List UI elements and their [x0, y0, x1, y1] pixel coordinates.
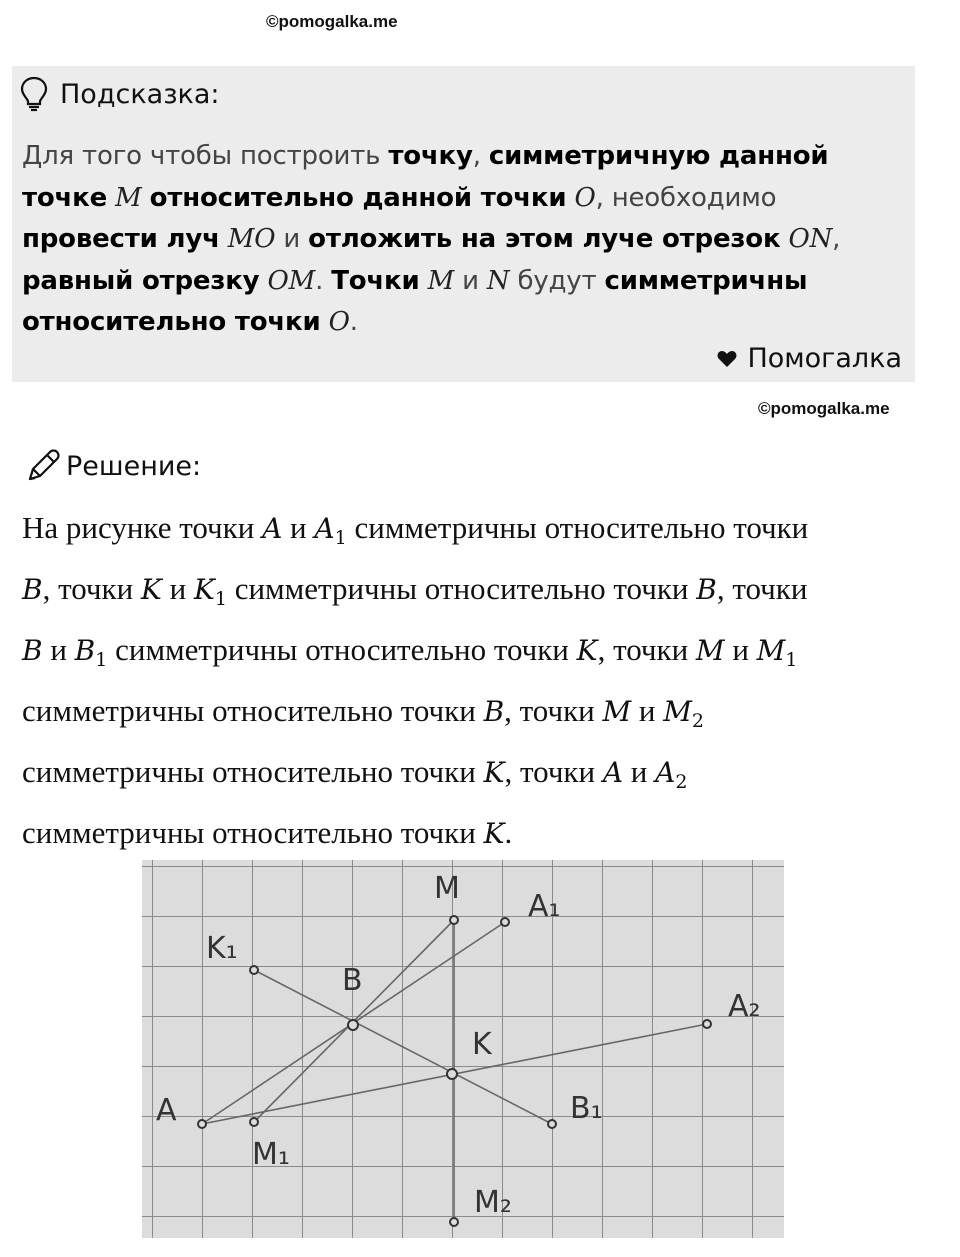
point-A	[198, 1120, 206, 1128]
point-A2	[703, 1020, 711, 1028]
label-A: A	[156, 1093, 177, 1128]
label-A2: A₂	[728, 989, 761, 1024]
hint-text: Для того чтобы построить точку, симметричную данной точке M относительно данной точки O, необходимо провести луч MO и отложить на этом луче отрезок ON, равный отрезку OM. Точки M и N будут симметричны относительно точки O.	[22, 141, 841, 337]
label-A1: A₁	[528, 889, 561, 924]
label-M2: M₂	[474, 1185, 512, 1220]
point-M2	[450, 1218, 458, 1226]
watermark-top: ©pomogalka.me	[266, 12, 398, 31]
label-B1: B₁	[570, 1091, 603, 1126]
label-M: M	[434, 871, 460, 906]
point-B1	[548, 1120, 556, 1128]
figure-drawing	[142, 860, 784, 1238]
point-K1	[250, 966, 258, 974]
point-M	[450, 916, 458, 924]
solution-title	[26, 446, 201, 486]
point-M1	[250, 1118, 258, 1126]
solution-title-text: Решение:	[66, 450, 202, 482]
label-B: B	[342, 963, 363, 998]
hint-title-text: Подсказка:	[60, 78, 220, 110]
solution-text: На рисунке точки A и $A_1$ симметричны относительно точки B, точки K и $K_1$ симметричны относительно точки B, точки B и $B_1$ симметричны относительно точки K, точки M и $M_1$ симметричны относительно точки B, точки M и $M_2$ симметричны относительно точки K, точки A и $A_2$ симметричны относительно точки K.	[22, 510, 809, 850]
watermark-middle: ©pomogalka.me	[758, 399, 890, 418]
brand-signature	[717, 343, 902, 374]
pencil-icon	[26, 449, 60, 483]
label-M1: M₁	[252, 1137, 290, 1172]
hint-title	[20, 74, 220, 114]
point-A1	[501, 918, 509, 926]
point-K	[447, 1069, 457, 1079]
label-K: K	[472, 1027, 492, 1062]
lightbulb-icon	[20, 76, 48, 112]
figure-grid	[142, 860, 784, 1238]
label-K1: K₁	[206, 931, 238, 966]
heart-icon	[717, 350, 737, 368]
brand-name: Помогалка	[747, 343, 902, 374]
point-B	[348, 1020, 358, 1030]
symmetry-figure	[142, 860, 784, 1238]
